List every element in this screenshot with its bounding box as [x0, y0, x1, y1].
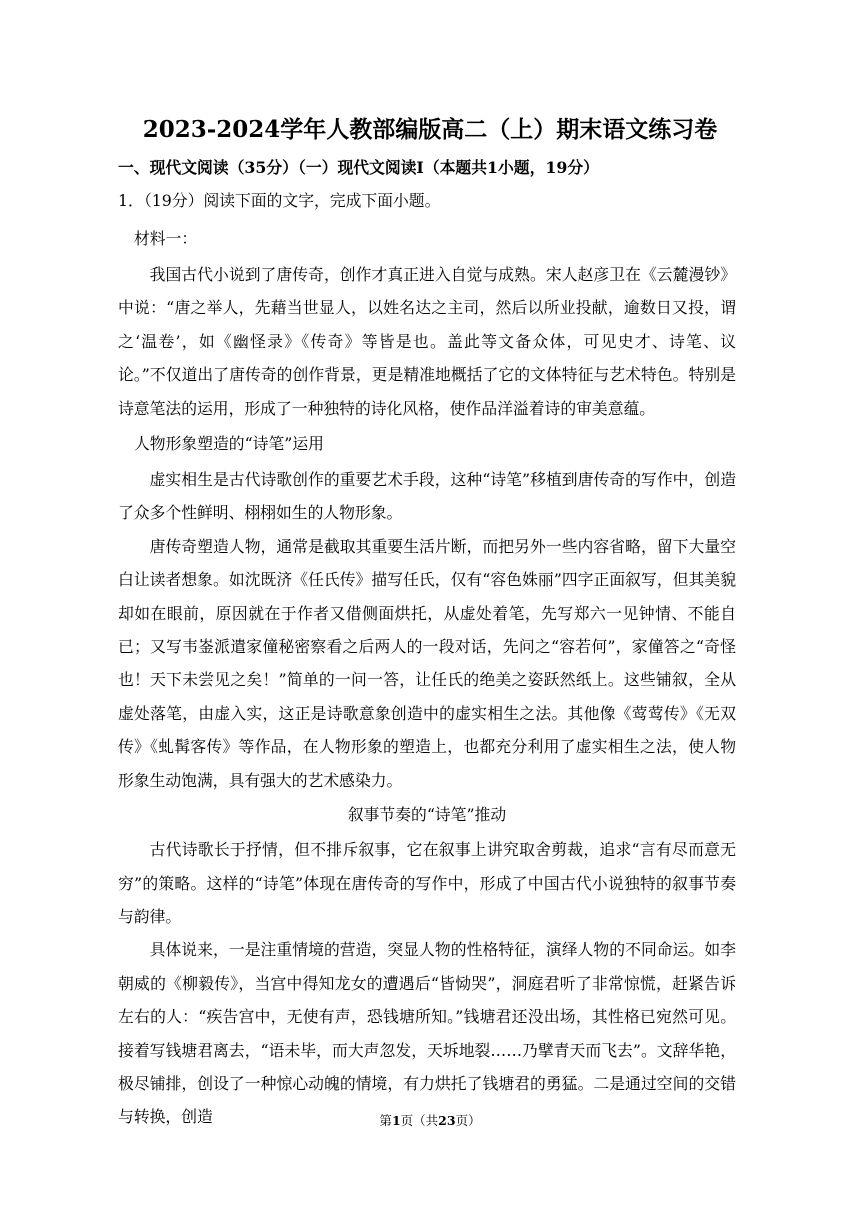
paragraph: 古代诗歌长于抒情，但不排斥叙事，它在叙事上讲究取舍剪裁，追求“言有尽而意无穷”的策略。这样的“诗笔”体现在唐传奇的写作中，形成了中国古代小说独特的叙事节奏与韵律。	[118, 840, 736, 926]
document-title: 2023-2024学年人教部编版高二（上）期末语文练习卷	[142, 116, 718, 143]
footer-page-number: 1	[391, 1113, 401, 1128]
page-footer	[0, 1112, 860, 1130]
paragraph: 我国古代小说到了唐传奇，创作才真正进入自觉与成熟。宋人赵彦卫在《云麓漫钞》中说：“唐之举人，先藉当世显人，以姓名达之主司，然后以所业投献，逾数日又投，谓之‘温卷’，如《幽怪录》《传奇》等皆是也。盖此等文备众体，可见史才、诗笔、议论。”不仅道出了唐传奇的创作背景，更是精准地概括了它的文体特征与艺术特色。特别是诗意笔法的运用，形成了一种独特的诗化风格，使作品洋溢着诗的审美意蕴。	[118, 265, 736, 418]
paragraph: 唐传奇塑造人物，通常是截取其重要生活片断，而把另外一些内容省略，留下大量空白让读者想象。如沈既济《任氏传》描写任氏，仅有“容色姝丽”四字正面叙写，但其美貌却如在眼前，原因就在于作者又借侧面烘托，从虚处着笔，先写郑六一见钟情、不能自已；又写韦崟派遣家僮秘密察看之后两人的一段对话，先问之“容若何”，家僮答之“奇怪也！天下未尝见之矣！”简单的一问一答，让任氏的绝美之姿跃然纸上。这些铺叙，全从虚处落笔，由虚入实，这正是诗歌意象创造中的虚实相生之法。其他像《莺莺传》《无双传》《虬髯客传》等作品，在人物形象的塑造上，也都充分利用了虚实相生之法，使人物形象生动饱满，具有强大的艺术感染力。	[118, 536, 736, 790]
document-body	[118, 153, 736, 1134]
question-intro: 1．（19分）阅读下面的文字，完成下面小题。	[118, 191, 441, 210]
material-label: 材料一：	[134, 229, 198, 248]
section-heading: 一、现代文阅读（35分）（一）现代文阅读Ⅰ（本题共1小题，19分）	[118, 158, 599, 177]
footer-total-pages: 23	[438, 1113, 456, 1128]
footer-middle: 页（共	[400, 1113, 439, 1128]
subheading-narrative: 叙事节奏的“诗笔”推动	[347, 805, 507, 825]
footer-prefix: 第	[379, 1113, 392, 1128]
paragraph: 具体说来，一是注重情境的营造，突显人物的性格特征，演绎人物的不同命运。如李朝威的《柳毅传》，当宫中得知龙女的遭遇后“皆恸哭”，洞庭君听了非常惊慌，赶紧告诉左右的人：“疾告宫中，无使有声，恐钱塘所知。”钱塘君还没出场，其性格已宛然可见。接着写钱塘君离去，“语未毕，而大声忽发，天坼地裂……乃擘青天而飞去”。文辞华艳，极尽铺排，创设了一种惊心动魄的情境，有力烘托了钱塘君的勇猛。二是通过空间的交错与转换，创造	[118, 940, 736, 1127]
footer-suffix: 页）	[455, 1113, 481, 1128]
paragraph: 虚实相生是古代诗歌创作的重要艺术手段，这种“诗笔”移植到唐传奇的写作中，创造了众多个性鲜明、栩栩如生的人物形象。	[118, 470, 736, 523]
subheading-character: 人物形象塑造的“诗笔”运用	[134, 434, 324, 454]
